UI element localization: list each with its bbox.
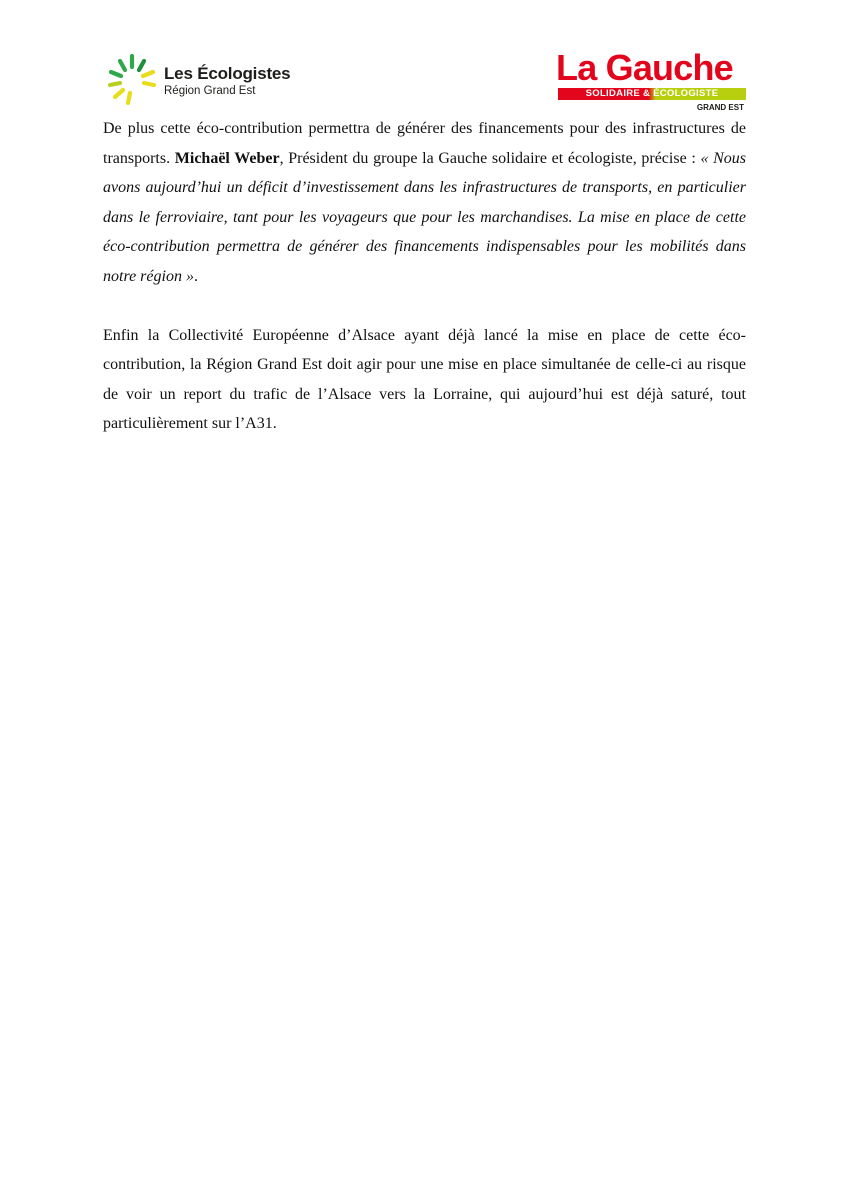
speaker-role: , Président du groupe la Gauche solidaire et écologiste, précise : — [279, 149, 701, 167]
logo-title: La Gauche — [556, 47, 733, 88]
logo-title: Les Écologistes — [164, 64, 291, 83]
document-body — [103, 114, 746, 439]
la-gauche-logo — [556, 47, 748, 114]
sunburst-icon — [104, 52, 160, 108]
paragraph-end: . — [193, 267, 198, 285]
speaker-name: Michaël Weber — [174, 149, 280, 167]
logo-subtitle: Région Grand Est — [164, 85, 256, 97]
paragraph-intro: De plus cette éco-contribution permettra de générer des financements pour des infrastructures de transports. — [103, 120, 746, 167]
paragraph — [103, 114, 746, 292]
les-ecologistes-logo — [104, 52, 304, 110]
logo-subtitle: GRAND EST — [696, 103, 744, 112]
quote: « Nous avons aujourd’hui un déficit d’investissement dans les infrastructures de transports, en particulier dans le ferroviaire, tant pour les voyageurs que pour les marchandises. La mise en place de cette éco-contribution permettra de générer des financements indispensables pour les mobilités dans notre région » — [103, 149, 747, 285]
logo-band-text: SOLIDAIRE & ÉCOLOGISTE — [585, 88, 719, 99]
paragraph: Enfin la Collectivité Européenne d’Alsace ayant déjà lancé la mise en place de cette éco-contribution, la Région Grand Est doit agir pour une mise en place simultanée de celle-ci au risque de voir un report du trafic de l’Alsace vers la Lorraine, qui aujourd’hui est déjà saturé, tout particulièrement sur l’A31. — [103, 326, 746, 433]
logo-band — [558, 88, 746, 100]
